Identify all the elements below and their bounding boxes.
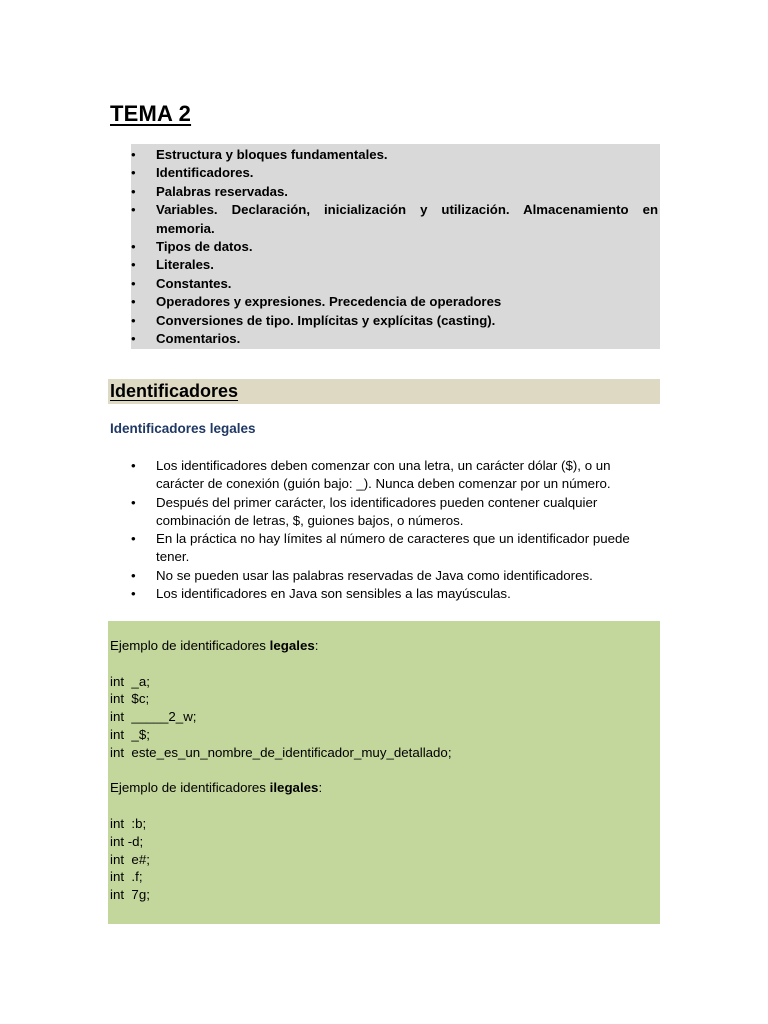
bullet-icon: • xyxy=(131,294,136,310)
illegal-suffix: : xyxy=(318,780,323,796)
bullet-icon: • xyxy=(131,239,136,255)
topic-text: Estructura y bloques fundamentales. xyxy=(156,147,388,162)
rule-item xyxy=(131,585,646,603)
bullet-icon: • xyxy=(131,331,136,347)
rule-text: En la práctica no hay límites al número de caracteres que un identificador puede tener. xyxy=(156,531,630,565)
topic-item xyxy=(131,146,658,164)
subheading: Identificadores legales xyxy=(110,421,256,436)
section-title: Identificadores xyxy=(110,381,239,401)
topic-text: Conversiones de tipo. Implícitas y explícitas (casting). xyxy=(156,312,496,328)
bullet-icon: • xyxy=(131,147,136,162)
illegal-word: ilegales xyxy=(269,780,319,796)
legal-word: legales xyxy=(269,638,315,653)
topic-item xyxy=(131,201,658,238)
bullet-icon: • xyxy=(131,531,136,547)
bullet-icon: • xyxy=(131,586,136,602)
bullet-icon: • xyxy=(131,165,136,181)
code-line: int -d; xyxy=(110,833,144,849)
rule-text: Los identificadores deben comenzar con una letra, un carácter dólar ($), o un carácter de conexión (guión bajo: _). Nunca deben comenzar por un número. xyxy=(156,458,611,492)
bullet-icon: • xyxy=(131,183,136,199)
legal-intro: Ejemplo de identificadores xyxy=(110,638,270,653)
topic-text: Constantes. xyxy=(156,275,232,291)
code-line: int _$; xyxy=(110,726,150,742)
spacer xyxy=(110,797,660,815)
topic-text: Operadores y expresiones. Precedencia de operadores xyxy=(156,294,502,310)
topic-text: Variables. Declaración, inicialización y utilización. Almacenamiento en memoria. xyxy=(156,202,658,236)
code-line: int _____2_w; xyxy=(110,709,197,725)
topic-item xyxy=(131,164,658,182)
bullet-icon: • xyxy=(131,275,136,291)
code-line: int 7g; xyxy=(110,887,150,903)
topics-box xyxy=(131,144,660,349)
rule-item xyxy=(131,494,646,531)
code-line: int este_es_un_nombre_de_identificador_muy_detallado; xyxy=(110,744,452,760)
topic-item xyxy=(131,183,658,201)
code-line: int e#; xyxy=(110,851,150,867)
legal-examples-heading xyxy=(110,637,660,655)
illegal-intro: Ejemplo de identificadores xyxy=(110,780,270,796)
topic-item xyxy=(131,275,658,293)
spacer xyxy=(110,762,660,780)
rule-text: Después del primer carácter, los identificadores pueden contener cualquier combinación de letras, $, guiones bajos, o números. xyxy=(156,494,598,528)
code-line: int .f; xyxy=(110,869,143,885)
bullet-icon: • xyxy=(131,567,136,583)
code-line: int :b; xyxy=(110,815,147,831)
topic-item xyxy=(131,293,658,311)
section-header-band xyxy=(108,379,660,404)
rule-item xyxy=(131,530,646,567)
topic-item xyxy=(131,312,658,330)
topic-item xyxy=(131,256,658,274)
bullet-icon: • xyxy=(131,257,136,273)
topic-text: Palabras reservadas. xyxy=(156,183,288,199)
topic-text: Identificadores. xyxy=(156,165,254,181)
topic-item xyxy=(131,330,658,348)
legal-suffix: : xyxy=(314,638,319,653)
rule-item xyxy=(131,567,646,585)
page-title: TEMA 2 xyxy=(110,101,192,126)
bullet-icon: • xyxy=(131,202,136,218)
rule-text: No se pueden usar las palabras reservadas de Java como identificadores. xyxy=(156,567,593,583)
bullet-icon: • xyxy=(131,494,136,510)
topic-text: Comentarios. xyxy=(156,331,241,347)
illegal-examples-heading xyxy=(110,779,660,797)
spacer xyxy=(110,655,660,673)
topic-item xyxy=(131,238,658,256)
example-box xyxy=(108,621,660,924)
rule-item xyxy=(131,457,646,494)
topic-text: Tipos de datos. xyxy=(156,239,253,255)
rule-text: Los identificadores en Java son sensibles a las mayúsculas. xyxy=(156,586,511,602)
code-line: int _a; xyxy=(110,673,150,689)
rules-list xyxy=(131,457,646,603)
code-line: int $c; xyxy=(110,691,150,707)
topics-list xyxy=(131,146,658,348)
bullet-icon: • xyxy=(131,458,136,473)
topic-text: Literales. xyxy=(156,257,214,273)
bullet-icon: • xyxy=(131,312,136,328)
